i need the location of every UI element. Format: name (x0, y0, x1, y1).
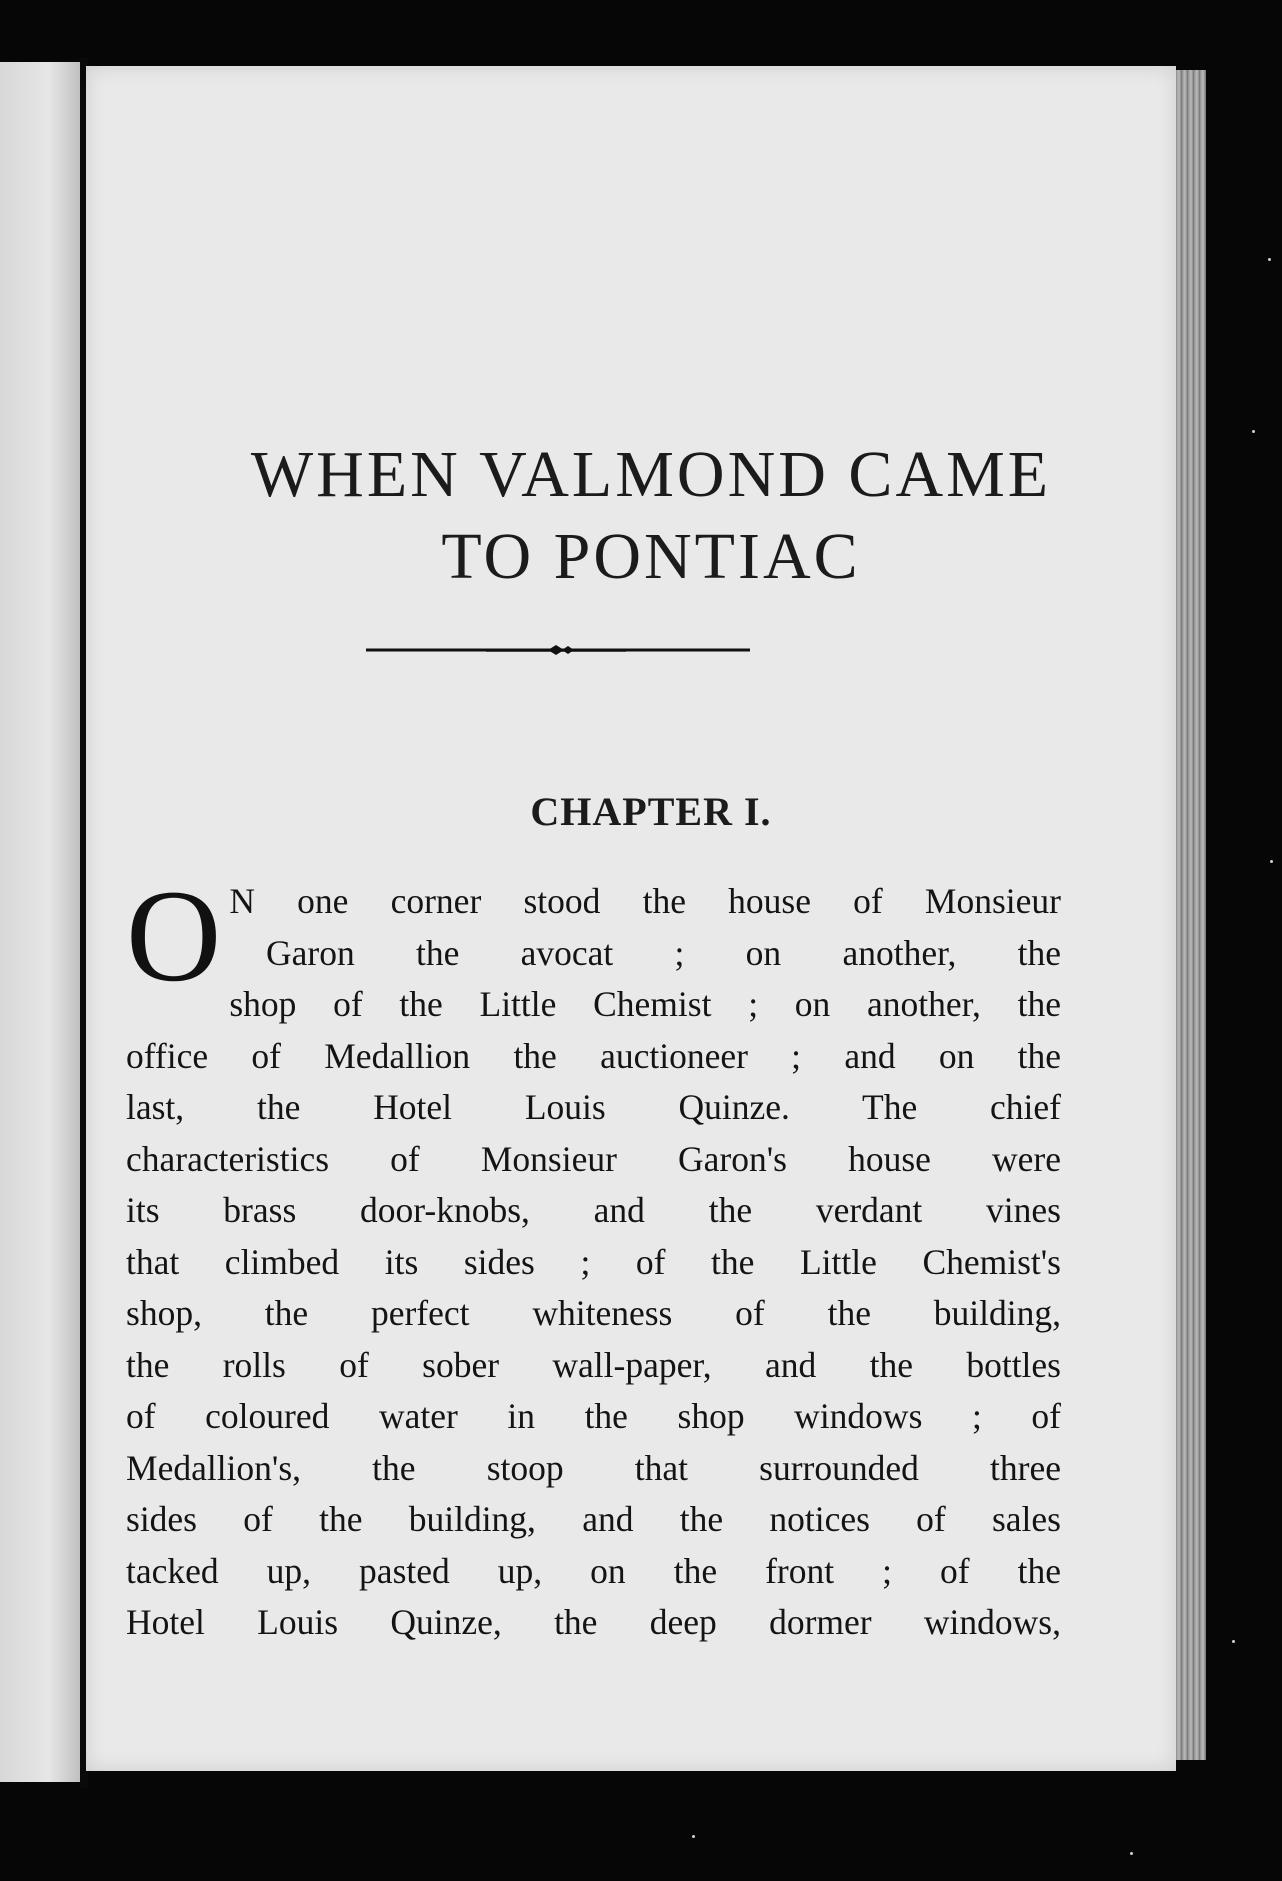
dust-speck (1130, 1852, 1133, 1855)
dust-speck (692, 1835, 695, 1838)
title-line-1: WHEN VALMOND CAME (250, 438, 1052, 511)
text-line: of coloured water in the shop windows ; of (126, 1396, 1061, 1436)
drop-cap: O (126, 862, 222, 1009)
text-line: office of Medallion the auctioneer ; and on the (126, 1035, 1061, 1076)
text-line: last, the Hotel Louis Quinze. The chief (126, 1087, 1061, 1127)
dust-speck (1252, 430, 1255, 433)
dust-speck (1270, 860, 1273, 863)
dust-speck (1232, 1640, 1235, 1643)
text-line: Garon the avocat ; on another, the (266, 932, 1061, 973)
body-text (126, 862, 1061, 1649)
text-line: sides of the building, and the notices of sales (126, 1499, 1061, 1539)
text-line: shop, the perfect whiteness of the building, (126, 1293, 1061, 1333)
page-stack-edge (1176, 70, 1206, 1760)
text-line: that climbed its sides ; of the Little Chemist's (126, 1241, 1061, 1282)
text-line: characteristics of Monsieur Garon's house were (126, 1138, 1061, 1179)
ornament-rule (366, 642, 750, 658)
text-line: N one corner stood the house of Monsieur (229, 881, 1061, 921)
text-line: tacked up, pasted up, on the front ; of the (126, 1550, 1061, 1591)
dust-speck (1268, 258, 1271, 261)
text-line: Hotel Louis Quinze, the deep dormer windows, (126, 1602, 1061, 1642)
text-line: Medallion's, the stoop that surrounded three (126, 1447, 1061, 1488)
text-line: shop of the Little Chemist ; on another, the (229, 984, 1061, 1024)
chapter-heading: CHAPTER I. (530, 789, 772, 834)
book-page (86, 66, 1176, 1771)
title-line-2: TO PONTIAC (441, 520, 861, 593)
text-line: the rolls of sober wall-paper, and the bottles (126, 1344, 1061, 1385)
facing-page-edge (0, 62, 82, 1782)
text-line: its brass door-knobs, and the verdant vines (126, 1190, 1061, 1230)
